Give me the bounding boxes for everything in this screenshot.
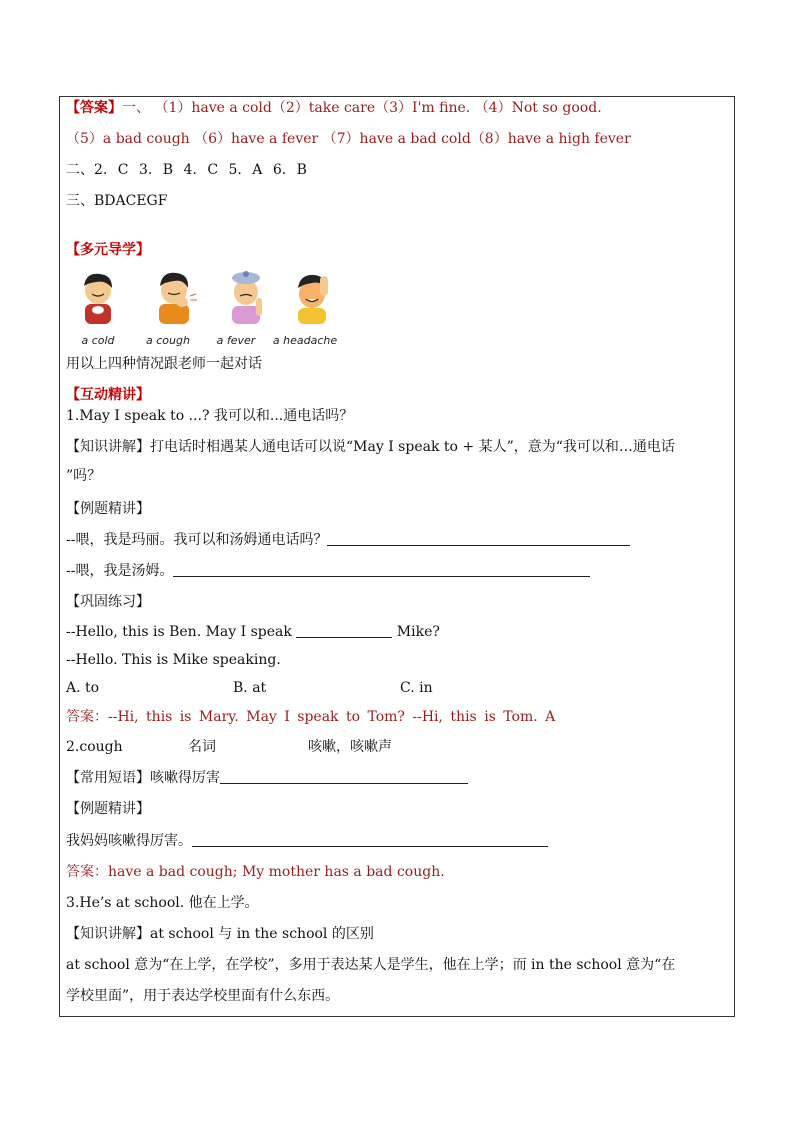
multi-heading: 【多元导学】 [66,242,150,258]
multi-instruction: 用以上四种情况跟老师一起对话 [66,356,262,372]
item-2-pos: 名词 [188,739,216,755]
cold-boy-illustration [68,266,128,326]
knowledge-3-line-3: 学校里面”，用于表达学校里面有什么东西。 [66,988,340,1004]
knowledge-3-label: 【知识讲解】 [66,926,150,942]
practice-q1-text-a: --Hello, this is Ben. May I speak [66,624,292,640]
answer-2: 答案：have a bad cough; My mother has a bad cough. [66,864,445,880]
knowledge-3-text: at school 与 in the school 的区别 [150,926,374,942]
knowledge-1-text: 打电话时相遇某人通电话可以说“May I speak to + 某人”，意为“我可以和…通电话 [150,439,675,455]
answer-blank[interactable] [327,531,630,546]
answer-line-3: 二、2. C 3. B 4. C 5. A 6. B [66,162,307,178]
answer-label: 【答案】 [66,100,122,116]
practice-q1-text-b: Mike? [396,624,440,640]
answer-line-1 [66,99,602,117]
answer-line-4: 三、BDACEGF [66,193,168,209]
answer-line-2: （5）a bad cough （6）have a fever （7）have a bad cold（8）have a high fever [66,131,631,147]
headache-boy-illustration [286,266,346,326]
answer-1: 答案：--Hi, this is Mary. May I speak to Tom? --Hi, this is Tom. A [66,709,556,725]
caption-cough: a cough [146,334,190,347]
fever-boy-illustration [216,266,276,326]
caption-headache: a headache [272,334,338,347]
item-1-title: 1.May I speak to ...? 我可以和...通电话吗？ [66,408,354,424]
knowledge-label: 【知识讲解】 [66,439,150,455]
phrase-blank[interactable] [220,769,468,784]
answer-blank[interactable] [173,562,590,577]
item-2-word: 2.cough [66,739,123,755]
phrase-label: 【常用短语】 [66,770,150,786]
knowledge-3-line-1 [66,925,374,943]
knowledge-3-line-2: at school 意为“在上学，在学校”，多用于表达某人是学生，他在上学；而 in the school 意为“在 [66,957,676,973]
example-2-q [66,832,548,850]
practice-q2: --Hello. This is Mike speaking. [66,652,281,668]
practice-blank[interactable] [296,623,392,638]
knowledge-1-line-1 [66,438,675,456]
practice-label: 【巩固练习】 [66,594,150,610]
answer-part-1: 一、 （1）have a cold（2）take care（3）I'm fine. （4）Not so good. [122,100,602,116]
cough-boy-illustration [146,266,206,326]
caption-cold: a cold [81,334,115,347]
phrase-text: 咳嗽得厉害 [150,770,220,786]
practice-option-b: B. at [233,680,267,696]
example-1-q2-text: --喂，我是汤姆。 [66,563,174,579]
example-2-label: 【例题精讲】 [66,801,150,817]
knowledge-1-line-2: ”吗？ [66,468,102,484]
answer-blank[interactable] [192,832,548,847]
phrase-line [66,769,468,787]
item-3-title: 3.He’s at school. 他在上学。 [66,895,259,911]
example-2-q-text: 我妈妈咳嗽得厉害。 [66,833,192,849]
example-1-q2 [66,562,590,580]
practice-option-a: A. to [66,680,100,696]
interactive-heading: 【互动精讲】 [66,387,150,403]
example-1-q1 [66,531,630,549]
example-1-label: 【例题精讲】 [66,501,150,517]
caption-fever: a fever [216,334,256,347]
example-1-q1-text: --喂，我是玛丽。我可以和汤姆通电话吗？ [66,532,328,548]
item-2-meaning: 咳嗽，咳嗽声 [308,739,392,755]
practice-q1 [66,623,440,641]
practice-option-c: C. in [400,680,433,696]
